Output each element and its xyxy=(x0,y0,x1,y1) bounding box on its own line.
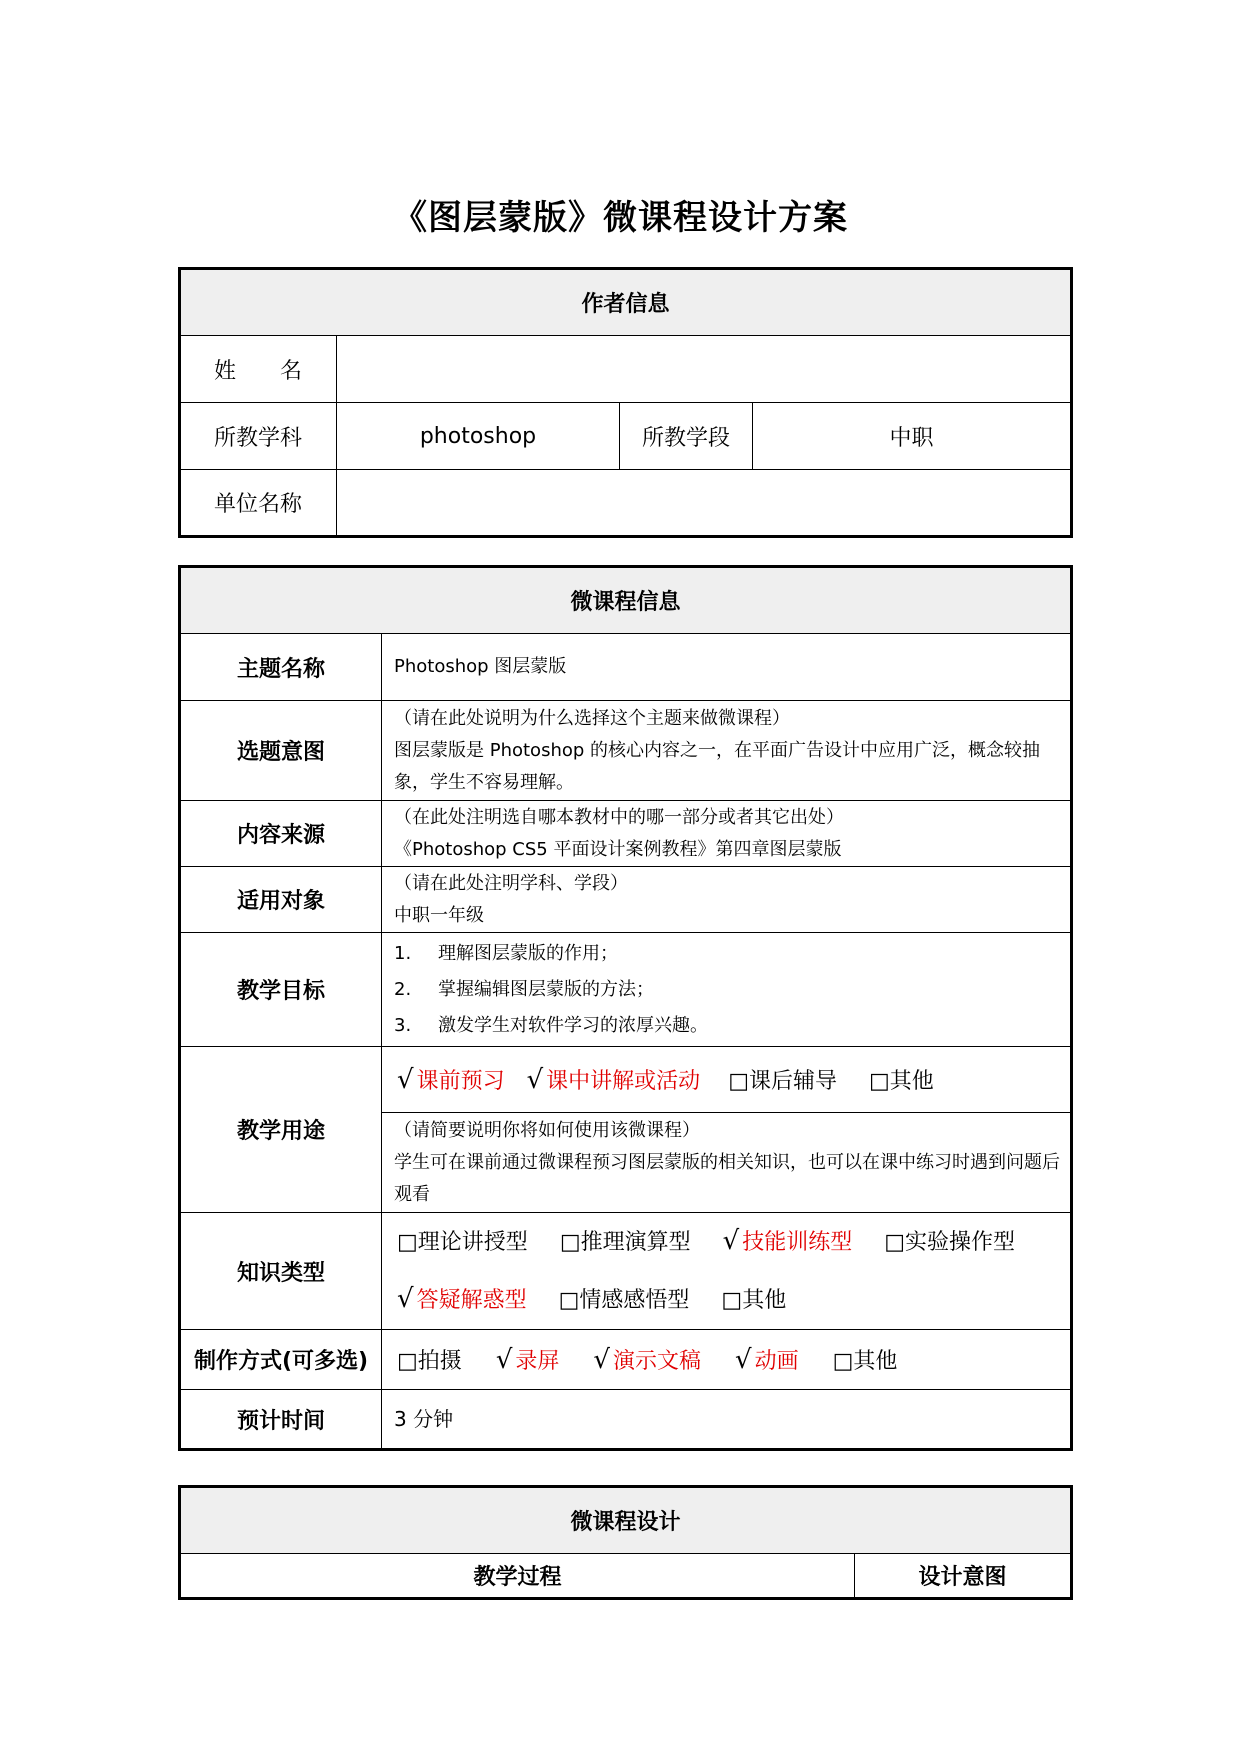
intent-hint: （请在此处说明为什么选择这个主题来做微课程） xyxy=(394,707,790,729)
usage-cell[interactable] xyxy=(382,1113,1072,1213)
unit-label: 单位名称 xyxy=(180,470,337,537)
course-info-header: 微课程信息 xyxy=(180,567,1072,634)
goal-item: 1. 理解图层蒙版的作用； xyxy=(394,942,618,964)
intent-cell[interactable] xyxy=(382,701,1072,801)
source-text: 《Photoshop CS5 平面设计案例教程》第四章图层蒙版 xyxy=(394,838,842,860)
usage-label: 教学用途 xyxy=(180,1047,382,1213)
knowledge-option-emotion[interactable]: □情感感悟型 xyxy=(558,1288,690,1313)
level-value[interactable]: 中职 xyxy=(753,403,1072,470)
name-value[interactable] xyxy=(337,336,1072,403)
unit-value[interactable] xyxy=(337,470,1072,537)
usage-option-other[interactable]: □其他 xyxy=(869,1069,934,1094)
usage-option-inclass[interactable]: √ 课中讲解或活动 xyxy=(526,1065,701,1095)
author-info-header: 作者信息 xyxy=(180,269,1072,336)
time-label: 预计时间 xyxy=(180,1390,382,1450)
method-option-animation[interactable]: √ 动画 xyxy=(735,1345,799,1375)
intent-label: 选题意图 xyxy=(180,701,382,801)
usage-hint: （请简要说明你将如何使用该微课程） xyxy=(394,1119,700,1141)
audience-text: 中职一年级 xyxy=(394,904,484,926)
source-cell[interactable] xyxy=(382,801,1072,867)
knowledge-options xyxy=(382,1213,1072,1330)
method-option-shoot[interactable]: □拍摄 xyxy=(397,1349,462,1374)
audience-label: 适用对象 xyxy=(180,867,382,933)
author-info-table xyxy=(178,267,1073,538)
process-column-header: 教学过程 xyxy=(180,1554,855,1599)
method-option-screen[interactable]: √ 录屏 xyxy=(495,1345,560,1375)
audience-cell[interactable] xyxy=(382,867,1072,933)
method-option-other[interactable]: □其他 xyxy=(832,1349,898,1374)
source-label: 内容来源 xyxy=(180,801,382,867)
method-label: 制作方式(可多选) xyxy=(180,1330,382,1390)
usage-option-after[interactable]: □课后辅导 xyxy=(728,1069,837,1094)
knowledge-option-experiment[interactable]: □实验操作型 xyxy=(884,1230,1016,1255)
knowledge-label: 知识类型 xyxy=(180,1213,382,1330)
method-options xyxy=(382,1330,1072,1390)
goals-label: 教学目标 xyxy=(180,933,382,1047)
goal-item: 3. 激发学生对软件学习的浓厚兴趣。 xyxy=(394,1014,708,1036)
audience-hint: （请在此处注明学科、学段） xyxy=(394,872,628,894)
knowledge-option-theory[interactable]: □理论讲授型 xyxy=(397,1230,528,1255)
topic-label: 主题名称 xyxy=(180,634,382,701)
usage-options xyxy=(382,1047,1072,1113)
knowledge-option-other[interactable]: □其他 xyxy=(721,1288,787,1313)
method-option-slides[interactable]: √ 演示文稿 xyxy=(593,1345,701,1375)
name-label: 姓 名 xyxy=(180,336,337,403)
intent-text: 图层蒙版是 Photoshop 的核心内容之一，在平面广告设计中应用广泛，概念较抽象，学生不容易理解。 xyxy=(394,739,1041,793)
goals-cell[interactable] xyxy=(382,933,1072,1047)
goal-item: 2. 掌握编辑图层蒙版的方法； xyxy=(394,978,654,1000)
knowledge-option-qa[interactable]: √ 答疑解惑型 xyxy=(397,1284,527,1314)
knowledge-option-skill[interactable]: √ 技能训练型 xyxy=(722,1226,853,1256)
usage-option-preview[interactable]: √ 课前预习 xyxy=(397,1065,505,1095)
design-table xyxy=(178,1485,1073,1600)
source-hint: （在此处注明选自哪本教材中的哪一部分或者其它出处） xyxy=(394,806,844,828)
document-title: 《图层蒙版》微课程设计方案 xyxy=(393,198,848,238)
course-info-table xyxy=(178,565,1073,1451)
subject-value[interactable]: photoshop xyxy=(337,403,620,470)
design-header: 微课程设计 xyxy=(180,1487,1072,1554)
topic-value[interactable]: Photoshop 图层蒙版 xyxy=(382,634,1072,701)
intent-column-header: 设计意图 xyxy=(855,1554,1072,1599)
level-label: 所教学段 xyxy=(620,403,753,470)
knowledge-option-reasoning[interactable]: □推理演算型 xyxy=(559,1230,691,1255)
usage-text: 学生可在课前通过微课程预习图层蒙版的相关知识，也可以在课中练习时遇到问题后观看 xyxy=(394,1151,1060,1205)
time-value[interactable]: 3 分钟 xyxy=(382,1390,1072,1450)
subject-label: 所教学科 xyxy=(180,403,337,470)
